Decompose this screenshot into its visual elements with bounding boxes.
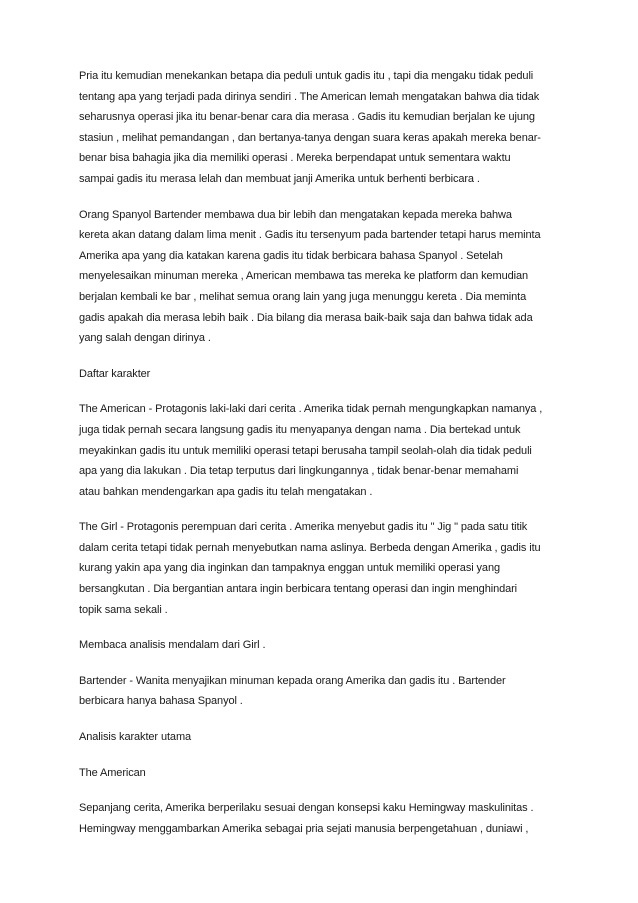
text-line: Membaca analisis mendalam dari Girl . [79, 639, 266, 652]
subheading-the-american [79, 763, 571, 784]
section-heading-character-list [79, 364, 571, 385]
heading-text: Analisis karakter utama [79, 731, 192, 744]
text-line: atau bahkan mendengarkan apa gadis itu telah mengatakan . [79, 485, 373, 498]
section-heading-main-character-analysis [79, 727, 571, 748]
text-line: Sepanjang cerita, Amerika berperilaku sesuai dengan konsepsi kaku Hemingway maskulinitas . [79, 802, 534, 815]
paragraph-story-summary-1 [79, 66, 571, 190]
paragraph-read-analysis-girl [79, 635, 571, 656]
paragraph-character-girl [79, 517, 571, 620]
text-line: apa yang dia lakukan . Dia tetap terputus dari lingkungannya , tidak benar-benar memahami [79, 465, 519, 478]
paragraph-american-analysis [79, 798, 571, 839]
text-line: juga tidak pernah secara langsung gadis itu menyapanya dengan nama . Dia bertekad untuk [79, 423, 521, 436]
text-line: yang salah dengan dirinya . [79, 332, 211, 345]
paragraph-character-bartender [79, 671, 571, 712]
text-line: topik sama sekali . [79, 603, 168, 616]
text-line: stasiun , melihat pemandangan , dan bertanya-tanya dengan suara keras apakah mereka benar- [79, 131, 541, 144]
text-line: tentang apa yang terjadi pada dirinya sendiri . The American lemah mengatakan bahwa dia tidak [79, 90, 540, 103]
text-line: The American - Protagonis laki-laki dari cerita . Amerika tidak pernah mengungkapkan namanya , [79, 403, 543, 416]
text-line: kurang yakin apa yang dia inginkan dan tampaknya enggan untuk memiliki operasi yang [79, 562, 500, 575]
paragraph-story-summary-2 [79, 205, 571, 349]
heading-text: The American [79, 766, 146, 779]
text-line: Hemingway menggambarkan Amerika sebagai pria sejati manusia berpengetahuan , duniawi , [79, 822, 529, 835]
text-line: Amerika apa yang dia katakan karena gadis itu tidak berbicara bahasa Spanyol . Setelah [79, 249, 503, 262]
text-line: meyakinkan gadis itu untuk memiliki operasi tetapi berusaha tampil seolah-olah dia tidak peduli [79, 444, 532, 457]
paragraph-character-american [79, 399, 571, 502]
text-line: gadis apakah dia merasa lebih baik . Dia bilang dia merasa baik-baik saja dan bahwa tidak ada [79, 311, 533, 324]
text-line: seharusnya operasi jika itu benar-benar cara dia merasa . Gadis itu kemudian berjalan ke ujung [79, 111, 535, 124]
text-line: The Girl - Protagonis perempuan dari cerita . Amerika menyebut gadis itu " Jig " pada satu titik [79, 521, 528, 534]
text-line: bersangkutan . Dia bergantian antara ingin berbicara tentang operasi dan ingin menghindari [79, 583, 518, 596]
text-line: Bartender - Wanita menyajikan minuman kepada orang Amerika dan gadis itu . Bartender [79, 674, 506, 687]
text-line: Pria itu kemudian menekankan betapa dia peduli untuk gadis itu , tapi dia mengaku tidak peduli [79, 70, 534, 82]
text-line: sampai gadis itu merasa lelah dan membuat janji Amerika untuk berhenti berbicara . [79, 172, 480, 185]
text-line: kereta akan datang dalam lima menit . Gadis itu tersenyum pada bartender tetapi harus meminta [79, 229, 541, 242]
text-line: berbicara hanya bahasa Spanyol . [79, 695, 243, 708]
heading-text: Daftar karakter [79, 367, 151, 380]
text-line: dalam cerita tetapi tidak pernah menyebutkan nama aslinya. Berbeda dengan Amerika , gadis itu [79, 541, 541, 554]
document-page [79, 66, 571, 854]
text-line: Orang Spanyol Bartender membawa dua bir lebih dan mengatakan kepada mereka bahwa [79, 208, 512, 221]
text-line: menyelesaikan minuman mereka , American membawa tas mereka ke platform dan kemudian [79, 270, 529, 283]
text-line: benar bisa bahagia jika dia memiliki operasi . Mereka berpendapat untuk sementara waktu [79, 152, 511, 165]
text-line: berjalan kembali ke bar , melihat semua orang lain yang juga menunggu kereta . Dia meminta [79, 290, 527, 303]
